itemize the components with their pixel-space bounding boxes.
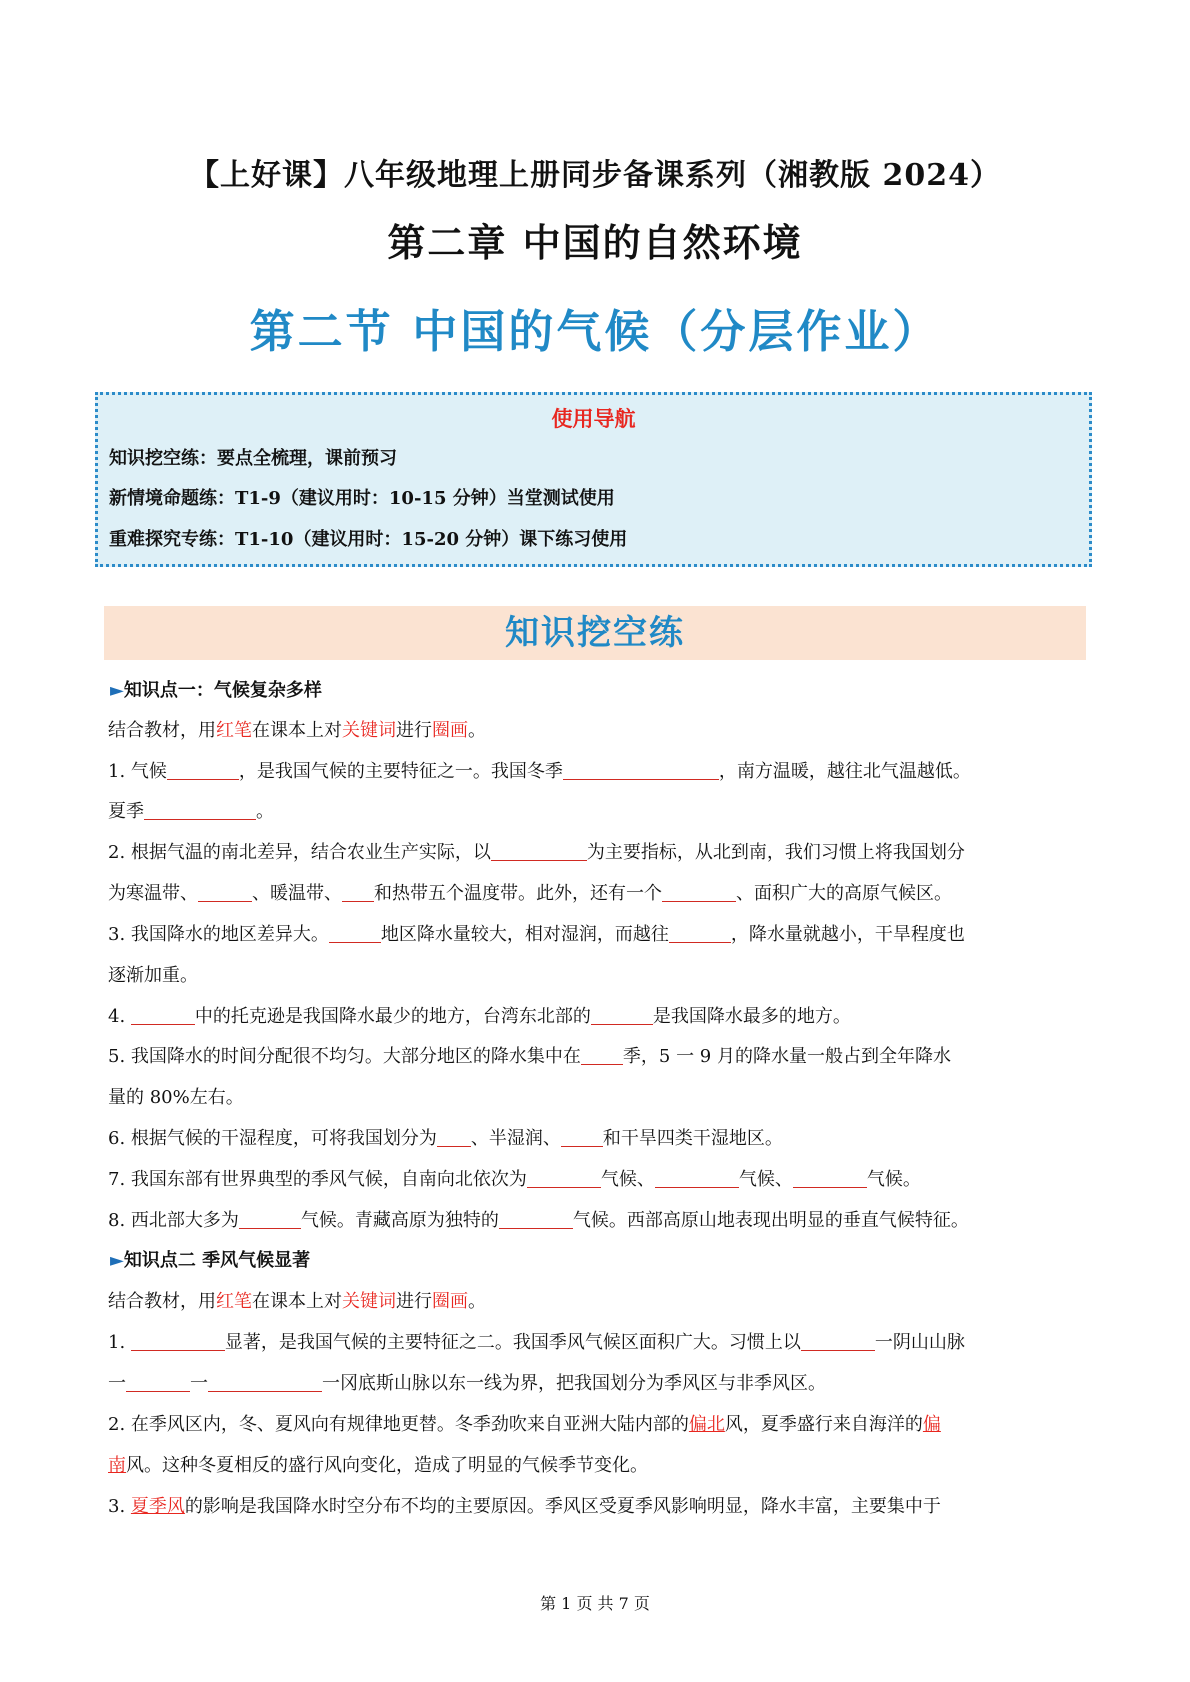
answer-blank[interactable] [144, 801, 256, 820]
kp2-question-2-line-2: 南风。这种冬夏相反的盛行风向变化，造成了明显的气候季节变化。 [108, 1455, 648, 1476]
usage-guide-line: 重难探究专练：T1-10（建议用时：15-20 分钟）课下练习使用 [109, 529, 628, 550]
answer-blank[interactable] [561, 1128, 603, 1147]
knowledge-point-2-heading [110, 1246, 310, 1272]
kp2-question-1-line-1: 1. 显著，是我国气候的主要特征之二。我国季风气候区面积广大。习惯上以 一阴山山脉 [108, 1332, 965, 1353]
instruction-line: 结合教材，用红笔在课本上对关键词进行圈画。 [108, 720, 486, 741]
answer-blank[interactable] [198, 883, 252, 902]
answer-blank[interactable] [491, 842, 587, 861]
answer-blank[interactable] [563, 761, 719, 780]
question-2-line-1: 2. 根据气温的南北差异，结合农业生产实际，以 为主要指标，从北到南，我们习惯上将我国划分 [108, 842, 965, 863]
answer-blank[interactable] [126, 1373, 190, 1392]
series-title: 【上好课】八年级地理上册同步备课系列（湘教版 2024） [189, 158, 1001, 193]
usage-guide-line: 知识挖空练：要点全梳理，课前预习 [109, 448, 397, 469]
answer-blank[interactable] [669, 924, 731, 943]
question-4-line: 4. 中的托克逊是我国降水最少的地方，台湾东北部的 是我国降水最多的地方。 [108, 1006, 851, 1027]
section-banner: 知识挖空练 [104, 606, 1086, 660]
question-1-line-1: 1. 气候 ，是我国气候的主要特征之一。我国冬季 ，南方温暖，越往北气温越低。 [108, 761, 971, 782]
answer-blank[interactable] [499, 1210, 573, 1229]
answer-blank[interactable] [131, 1332, 225, 1351]
answer-blank[interactable] [801, 1332, 875, 1351]
answer-blank[interactable] [239, 1210, 301, 1229]
question-3-line-1: 3. 我国降水的地区差异大。 地区降水量较大，相对湿润，而越往 ，降水量就越小，干旱程度也 [108, 924, 965, 945]
chapter-title: 第二章 中国的自然环境 [387, 220, 803, 265]
question-5-line-1: 5. 我国降水的时间分配很不均匀。大部分地区的降水集中在 季，5 一 9 月的降水量一般占到全年降水 [108, 1046, 951, 1067]
question-3-line-2: 逐渐加重。 [108, 965, 198, 986]
usage-guide-line: 新情境命题练：T1-9（建议用时：10-15 分钟）当堂测试使用 [109, 488, 615, 509]
heading-text: 知识点一：气候复杂多样 [123, 680, 322, 701]
answer-blank[interactable] [342, 883, 374, 902]
answer-blank[interactable] [527, 1169, 601, 1188]
answer-blank[interactable] [793, 1169, 867, 1188]
kp2-question-1-line-2: 一 一 一冈底斯山脉以东一线为界，把我国划分为季风区与非季风区。 [108, 1373, 826, 1394]
play-arrow-icon: ► [110, 1250, 124, 1271]
answer-blank[interactable] [208, 1373, 322, 1392]
question-2-line-2: 为寒温带、 、暖温带、 和热带五个温度带。此外，还有一个 、面积广大的高原气候区。 [108, 883, 952, 904]
answer-blank[interactable] [655, 1169, 739, 1188]
question-1-line-2: 夏季 。 [108, 801, 274, 822]
usage-guide-title: 使用导航 [551, 406, 636, 431]
answer-blank[interactable] [662, 883, 736, 902]
question-8-line: 8. 西北部大多为 气候。青藏高原为独特的 气候。西部高原山地表现出明显的垂直气候特征。 [108, 1210, 969, 1231]
answer-blank[interactable] [167, 761, 239, 780]
answer-blank[interactable] [581, 1046, 623, 1065]
section-title: 第二节 中国的气候（分层作业） [249, 305, 941, 358]
page-footer: 第 1 页 共 7 页 [540, 1594, 650, 1613]
question-5-line-2: 量的 80%左右。 [108, 1087, 244, 1108]
play-arrow-icon: ► [110, 680, 124, 701]
question-7-line: 7. 我国东部有世界典型的季风气候，自南向北依次为 气候、 气候、 气候。 [108, 1169, 921, 1190]
answer-blank[interactable] [329, 924, 381, 943]
answer-blank[interactable] [437, 1128, 471, 1147]
answer-blank[interactable] [131, 1006, 195, 1025]
answer-blank[interactable] [591, 1006, 653, 1025]
instruction-line: 结合教材，用红笔在课本上对关键词进行圈画。 [108, 1291, 486, 1312]
heading-text: 知识点二 季风气候显著 [123, 1250, 311, 1271]
usage-guide-box [95, 392, 1092, 567]
knowledge-point-1-heading [110, 676, 322, 702]
kp2-question-2-line-1: 2. 在季风区内，冬、夏风向有规律地更替。冬季劲吹来自亚洲大陆内部的偏北风，夏季盛行来自海洋的偏 [108, 1414, 941, 1435]
kp2-question-3-line-1: 3. 夏季风的影响是我国降水时空分布不均的主要原因。季风区受夏季风影响明显，降水丰富，主要集中于 [108, 1496, 941, 1517]
question-6-line: 6. 根据气候的干湿程度，可将我国划分为 、半湿润、 和干旱四类干湿地区。 [108, 1128, 783, 1149]
